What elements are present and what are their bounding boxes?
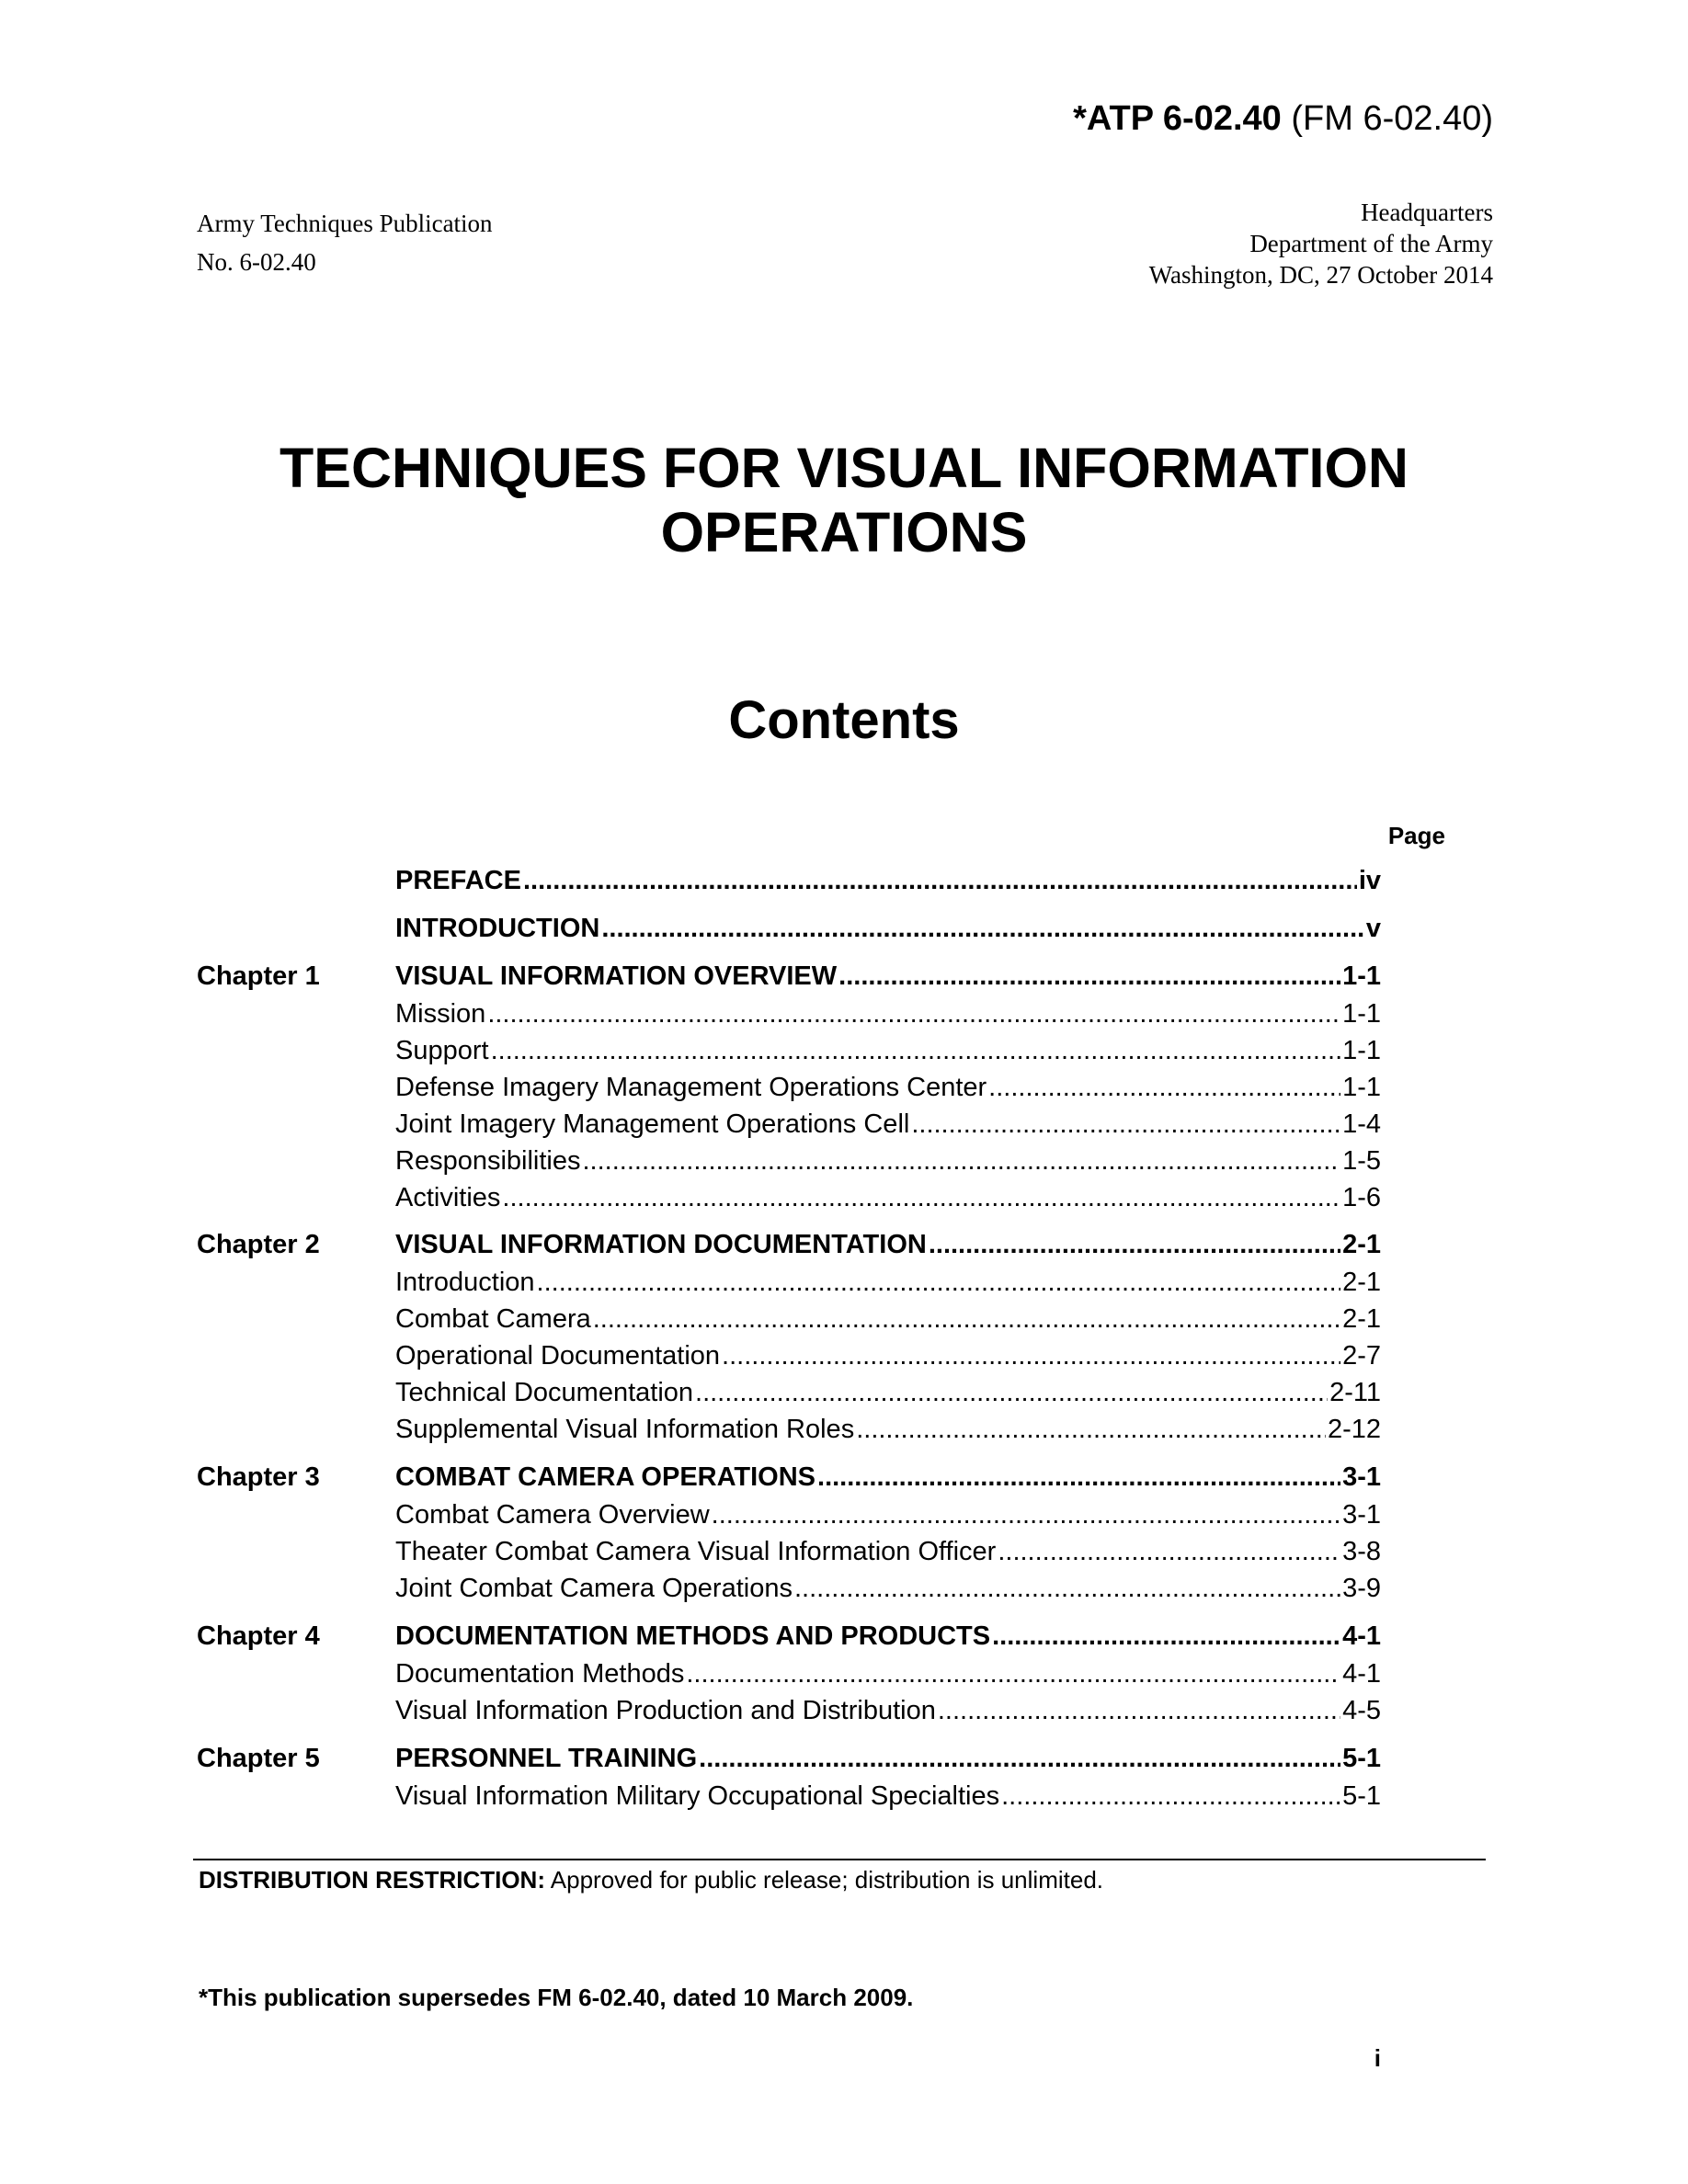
toc-entry-page: 4-5 bbox=[1342, 1696, 1381, 1725]
toc-leader-dots bbox=[601, 910, 1364, 947]
toc-leader-dots bbox=[911, 1106, 1340, 1143]
toc-entry-title: Visual Information Production and Distribution bbox=[395, 1696, 936, 1725]
document-title-line-1: TECHNIQUES FOR VISUAL INFORMATION bbox=[279, 437, 1409, 499]
toc-entry-page: 2-1 bbox=[1342, 1304, 1381, 1334]
toc-entry-title: Documentation Methods bbox=[395, 1659, 685, 1689]
toc-leader-dots bbox=[686, 1655, 1340, 1692]
page-number: i bbox=[1374, 2044, 1381, 2072]
toc-entry-title: VISUAL INFORMATION OVERVIEW bbox=[395, 961, 838, 991]
toc-leader-dots bbox=[699, 1740, 1340, 1777]
toc-entry[interactable] bbox=[395, 1655, 1381, 1692]
toc-entry-page: 2-1 bbox=[1342, 1268, 1381, 1297]
toc-entry[interactable] bbox=[395, 1106, 1381, 1143]
toc-entry-title: Combat Camera bbox=[395, 1304, 591, 1334]
toc-entry-title: Mission bbox=[395, 999, 486, 1029]
toc-entry-page: 1-1 bbox=[1342, 1073, 1381, 1102]
toc-entry-title: Theater Combat Camera Visual Information Officer bbox=[395, 1537, 997, 1566]
toc-entry-page: 2-7 bbox=[1342, 1341, 1381, 1371]
toc-entry-introduction[interactable] bbox=[395, 910, 1381, 947]
toc-entry-title: INTRODUCTION bbox=[395, 914, 600, 943]
toc-entry-title: Responsibilities bbox=[395, 1146, 581, 1176]
toc-entry-page: 1-1 bbox=[1342, 999, 1381, 1029]
toc-entry-title: Introduction bbox=[395, 1268, 535, 1297]
toc-entry-title: VISUAL INFORMATION DOCUMENTATION bbox=[395, 1230, 927, 1259]
toc-leader-dots bbox=[998, 1533, 1340, 1570]
toc-leader-dots bbox=[1001, 1778, 1340, 1814]
toc-leader-dots bbox=[794, 1570, 1340, 1607]
contents-heading: Contents bbox=[728, 690, 960, 750]
toc-entry-page: 1-1 bbox=[1342, 961, 1381, 991]
toc-leader-dots bbox=[722, 1337, 1340, 1374]
toc-entry-page: 1-1 bbox=[1342, 1036, 1381, 1065]
toc-chapter-heading[interactable] bbox=[395, 1618, 1381, 1655]
toc-entry[interactable] bbox=[395, 1533, 1381, 1570]
toc-entry[interactable] bbox=[395, 1069, 1381, 1106]
toc-entry[interactable] bbox=[395, 1264, 1381, 1301]
toc-entry-page: 5-1 bbox=[1342, 1744, 1381, 1773]
toc-entry[interactable] bbox=[395, 1496, 1381, 1533]
toc-entry-title: Technical Documentation bbox=[395, 1378, 694, 1407]
toc-leader-dots bbox=[817, 1459, 1340, 1496]
toc-leader-dots bbox=[502, 1179, 1340, 1216]
toc-leader-dots bbox=[988, 1069, 1340, 1106]
toc-entry-page: 1-4 bbox=[1342, 1109, 1381, 1139]
toc-leader-dots bbox=[523, 862, 1357, 899]
toc-entry-page: 3-1 bbox=[1342, 1462, 1381, 1492]
toc-entry-preface[interactable] bbox=[395, 862, 1381, 899]
toc-leader-dots bbox=[856, 1411, 1326, 1448]
chapter-label: Chapter 2 bbox=[197, 1230, 320, 1259]
toc-entry-title: Operational Documentation bbox=[395, 1341, 721, 1371]
toc-entry[interactable] bbox=[395, 1179, 1381, 1216]
toc-entry-page: 2-1 bbox=[1342, 1230, 1381, 1259]
toc-entry[interactable] bbox=[395, 1570, 1381, 1607]
toc-entry[interactable] bbox=[395, 1032, 1381, 1069]
toc-entry-title: Combat Camera Overview bbox=[395, 1500, 710, 1530]
publication-designation bbox=[197, 204, 493, 281]
toc-entry[interactable] bbox=[395, 1301, 1381, 1337]
supersedes-note: *This publication supersedes FM 6-02.40, dated 10 March 2009. bbox=[199, 1984, 914, 2011]
toc-leader-dots bbox=[938, 1692, 1340, 1729]
toc-entry-page: 3-8 bbox=[1342, 1537, 1381, 1566]
toc-leader-dots bbox=[992, 1618, 1340, 1655]
toc-leader-dots bbox=[712, 1496, 1340, 1533]
toc-chapter-heading[interactable] bbox=[395, 958, 1381, 995]
toc-leader-dots bbox=[838, 958, 1340, 995]
toc-entry[interactable] bbox=[395, 1337, 1381, 1374]
toc-chapter-heading[interactable] bbox=[395, 1459, 1381, 1496]
toc-entry-page: iv bbox=[1358, 866, 1381, 895]
toc-leader-dots bbox=[487, 995, 1340, 1032]
toc-leader-dots bbox=[583, 1143, 1341, 1179]
toc-entry[interactable] bbox=[395, 1778, 1381, 1814]
chapter-label: Chapter 5 bbox=[197, 1744, 320, 1773]
page-column-label: Page bbox=[1387, 822, 1445, 849]
authority-line-1: Headquarters bbox=[1361, 199, 1493, 226]
toc-entry-page: 1-6 bbox=[1342, 1183, 1381, 1212]
chapter-label: Chapter 1 bbox=[197, 961, 320, 991]
publication-id bbox=[1073, 99, 1493, 139]
issuing-authority bbox=[1149, 197, 1493, 290]
toc-entry-title: COMBAT CAMERA OPERATIONS bbox=[395, 1462, 816, 1492]
toc-entry-title: PREFACE bbox=[395, 866, 521, 895]
toc-entry[interactable] bbox=[395, 1411, 1381, 1448]
distribution-restriction bbox=[199, 1866, 1103, 1894]
toc-entry-title: Activities bbox=[395, 1183, 501, 1212]
authority-line-2: Department of the Army bbox=[1249, 230, 1493, 257]
toc-entry-page: 4-1 bbox=[1342, 1621, 1381, 1651]
authority-line-3: Washington, DC, 27 October 2014 bbox=[1148, 261, 1493, 289]
distribution-text: Approved for public release; distribution is unlimited. bbox=[550, 1866, 1103, 1894]
toc-leader-dots bbox=[929, 1226, 1340, 1263]
toc-entry-page: v bbox=[1365, 914, 1381, 943]
toc-entry[interactable] bbox=[395, 995, 1381, 1032]
toc-entry-page: 3-9 bbox=[1342, 1574, 1381, 1603]
toc-entry-title: PERSONNEL TRAINING bbox=[395, 1744, 698, 1773]
toc-entry[interactable] bbox=[395, 1374, 1381, 1411]
publication-id-superseded: (FM 6-02.40) bbox=[1291, 99, 1493, 138]
toc-entry-title: Support bbox=[395, 1036, 489, 1065]
toc-leader-dots bbox=[695, 1374, 1328, 1411]
toc-entry-title: Joint Imagery Management Operations Cell bbox=[395, 1109, 910, 1139]
toc-entry-title: Visual Information Military Occupational Specialties bbox=[395, 1781, 1000, 1811]
toc-leader-dots bbox=[537, 1264, 1341, 1301]
horizontal-rule bbox=[193, 1859, 1486, 1860]
chapter-label: Chapter 4 bbox=[197, 1621, 320, 1651]
toc-leader-dots bbox=[491, 1032, 1341, 1069]
toc-entry-page: 4-1 bbox=[1342, 1659, 1381, 1689]
publication-id-current: *ATP 6-02.40 bbox=[1073, 99, 1282, 138]
toc-entry-title: Defense Imagery Management Operations Center bbox=[395, 1073, 987, 1102]
toc-entry[interactable] bbox=[395, 1692, 1381, 1729]
toc-entry-title: DOCUMENTATION METHODS AND PRODUCTS bbox=[395, 1621, 991, 1651]
toc-chapter-heading[interactable] bbox=[395, 1226, 1381, 1263]
toc-entry-page: 1-5 bbox=[1342, 1146, 1381, 1176]
document-title bbox=[0, 436, 1688, 564]
document-title-line-2: OPERATIONS bbox=[660, 501, 1028, 563]
distribution-label: DISTRIBUTION RESTRICTION: bbox=[199, 1866, 545, 1894]
toc-entry-page: 5-1 bbox=[1342, 1781, 1381, 1811]
chapter-label: Chapter 3 bbox=[197, 1462, 320, 1492]
toc-entry-title: Supplemental Visual Information Roles bbox=[395, 1415, 855, 1444]
toc-entry-title: Joint Combat Camera Operations bbox=[395, 1574, 793, 1603]
toc-chapter-heading[interactable] bbox=[395, 1740, 1381, 1777]
toc-entry-page: 2-11 bbox=[1329, 1378, 1381, 1407]
toc-entry-page: 2-12 bbox=[1327, 1415, 1381, 1444]
publication-type: Army Techniques Publication bbox=[197, 210, 493, 237]
toc-entry[interactable] bbox=[395, 1143, 1381, 1179]
toc-entry-page: 3-1 bbox=[1342, 1500, 1381, 1530]
publication-number: No. 6-02.40 bbox=[197, 248, 316, 276]
toc-leader-dots bbox=[593, 1301, 1340, 1337]
